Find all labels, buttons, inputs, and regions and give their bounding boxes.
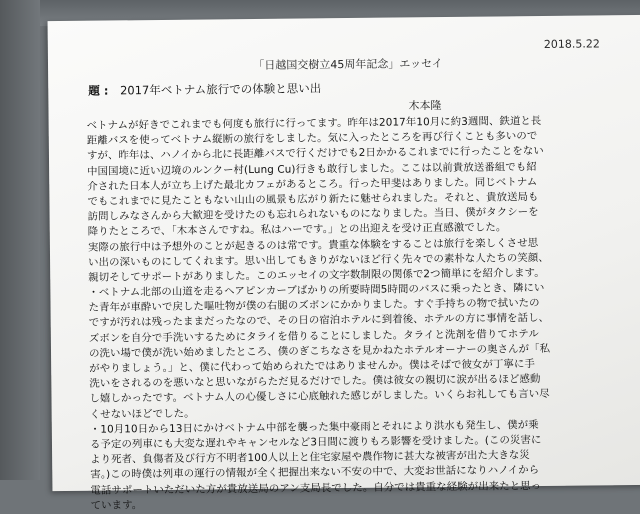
body-line: でもこれまでに見たこともない山山の風景も広がり新たに魅せられました。それと、貴放送局も	[87, 190, 539, 208]
essay-paper	[48, 15, 640, 512]
body-line: すが、昨年は、ハノイから北に長距離バスで行くだけでも2日かかるこれまでに行ったことをない	[86, 145, 544, 163]
body-line: し嬉しかったです。ベトナム人の心優しさに心底触れた感じがしました。いくらお礼しても言い尽	[89, 388, 550, 406]
subject-text: 2017年ベトナム旅行での体験と思い出	[119, 81, 322, 98]
body-line: ・ベトナム北部の山道を走るヘアピンカーブばかりの所要時間5時間のバスに乗ったとき、隣にい	[88, 282, 545, 299]
body-line: ています。	[90, 498, 143, 512]
body-line: 訪問しみなさんから大歓迎を受けたのも忘れられないものになりました。当日、僕がタクシーを	[87, 206, 539, 223]
body-line: ベトナムが好きでこれまでも何度も旅行に行ってます。昨年は2017年10月に約3週間、鉄道と長	[86, 114, 542, 132]
body-line: より死者、負傷者及び行方不明者100人以上と住宅家屋や農作物に甚大な被害が出た大きな災	[90, 449, 530, 466]
desk-background-left	[0, 0, 40, 480]
essay-body	[87, 113, 636, 514]
body-line: 距離バスを使ってベトナム縦断の旅行をしました。気に入ったところを再び行くことも多いので	[86, 130, 538, 147]
essay-author: 木本隆	[408, 99, 442, 113]
body-line: た青年が車酔いで戻した嘔吐物が僕の右腿のズボンにかかりました。すぐ手持ちの物で拭いたの	[88, 297, 540, 314]
subject-label: 題 :	[88, 83, 109, 98]
essay-date: 2018.5.22	[543, 37, 600, 51]
body-line: 親切そしてサポートがありました。このエッセイの文字数制限の関係で2つ簡単にを紹介します。	[88, 266, 545, 284]
body-line: 害。)この時僕は列車の運行の情報が全く把握出来ない不安の中で、大変お世話になりハノイから	[90, 464, 540, 482]
body-line: ・10月10日から13日にかけベトナム中部を襲った集中豪雨とそれにより洪水も発生し、僕が乗	[89, 418, 539, 436]
body-line: 電話サポートいただいた方が貴放送局のアン支局長でした。自分では貴重な経験が出来たと思っ	[90, 479, 542, 497]
body-line: る予定の列車にも大変な遅れやキャンセルなど3日間に渡りもろ影響を受けました。(この災害に	[89, 433, 542, 451]
body-line: ズボンを自分で手洗いするためにタライを借りることにしました。タライと洗剤を借りてホテル	[88, 327, 539, 345]
body-line: くせないほどでした。	[89, 407, 195, 421]
body-line: がやりましょう。」と、僕に代わって始められたではありませんか。僕はそばで彼女が丁寧に手	[89, 358, 536, 375]
body-line: 介された日本人が立ち上げた最北カフェがあるところ。行った甲斐はありました。同じベトナム	[87, 175, 538, 193]
body-line: い出の深いものにしてくれます。思い出してもきりがないほど行く先々での素朴な人たちの笑顔、	[88, 251, 549, 269]
essay-title: 「日越国交樹立45周年記念」エッセイ	[253, 57, 443, 73]
body-line: 降りたところで、「木本さんですね。私はハーです。」との出迎えを受け正直感激でした。	[87, 221, 507, 239]
body-line: の洗い場で僕が洗い始めましたところ、僕のぎこちなさを見かねたホテルオーナーの奥さんが「私	[88, 342, 551, 360]
essay-subject	[88, 80, 321, 98]
body-line: 洗いをされるのを悪いなと思いながらただ見るだけでした。僕は彼女の親切に涙が出るほど感動	[89, 373, 541, 390]
body-line: 実際の旅行中は予想外のことが起きるのは常です。貴重な体験をすることは旅行を楽しくさせ思	[87, 236, 539, 254]
body-line: ですが汚れは残ったままだったなので、その日の宿泊ホテルに到着後、ホテルの方に事情を話し、	[88, 312, 550, 330]
body-line: 中国国境に近い辺境のルンクー村(Lung Cu)行きも敢行しました。ここは以前貴放送番組でも紹	[87, 160, 537, 178]
